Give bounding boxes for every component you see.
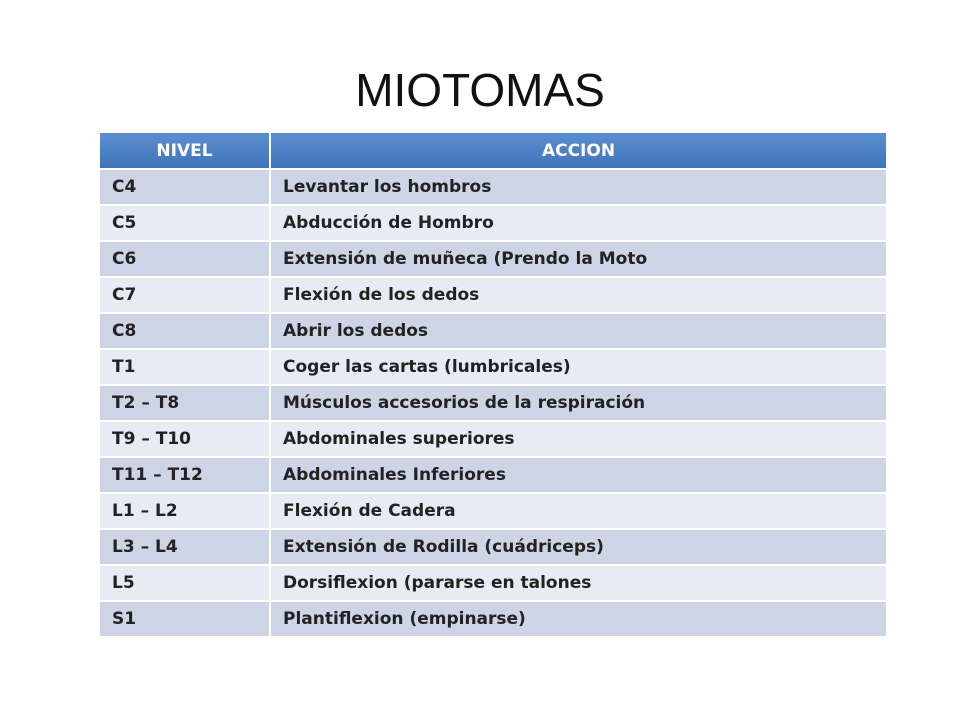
cell-accion: Levantar los hombros: [270, 169, 886, 205]
table-row: [100, 565, 886, 601]
table-row: [100, 493, 886, 529]
cell-accion: Abducción de Hombro: [270, 205, 886, 241]
cell-accion: Abrir los dedos: [270, 313, 886, 349]
cell-accion: Flexión de Cadera: [270, 493, 886, 529]
table-row: [100, 349, 886, 385]
table-row: [100, 241, 886, 277]
cell-nivel: T1: [100, 349, 270, 385]
table-row: [100, 421, 886, 457]
cell-nivel: L3 – L4: [100, 529, 270, 565]
cell-accion: Flexión de los dedos: [270, 277, 886, 313]
slide-title: MIOTOMAS: [355, 64, 605, 116]
table-header-row: [100, 133, 886, 169]
table-row: [100, 277, 886, 313]
myotome-table: [100, 133, 886, 638]
cell-accion: Abdominales Inferiores: [270, 457, 886, 493]
cell-accion: Músculos accesorios de la respiración: [270, 385, 886, 421]
cell-nivel: C8: [100, 313, 270, 349]
cell-accion: Extensión de muñeca (Prendo la Moto: [270, 241, 886, 277]
table-row: [100, 385, 886, 421]
table-row: [100, 205, 886, 241]
header-accion: ACCION: [270, 133, 886, 169]
table-row: [100, 601, 886, 637]
table-row: [100, 313, 886, 349]
cell-nivel: T2 – T8: [100, 385, 270, 421]
table-row: [100, 529, 886, 565]
table-row: [100, 169, 886, 205]
cell-accion: Dorsiflexion (pararse en talones: [270, 565, 886, 601]
cell-nivel: L1 – L2: [100, 493, 270, 529]
cell-nivel: T11 – T12: [100, 457, 270, 493]
cell-nivel: S1: [100, 601, 270, 637]
cell-accion: Extensión de Rodilla (cuádriceps): [270, 529, 886, 565]
cell-nivel: C5: [100, 205, 270, 241]
cell-nivel: L5: [100, 565, 270, 601]
cell-nivel: T9 – T10: [100, 421, 270, 457]
table-row: [100, 457, 886, 493]
table-body: [100, 169, 886, 637]
cell-nivel: C6: [100, 241, 270, 277]
cell-accion: Plantiflexion (empinarse): [270, 601, 886, 637]
cell-nivel: C7: [100, 277, 270, 313]
cell-accion: Coger las cartas (lumbricales): [270, 349, 886, 385]
cell-nivel: C4: [100, 169, 270, 205]
header-nivel: NIVEL: [100, 133, 270, 169]
cell-accion: Abdominales superiores: [270, 421, 886, 457]
